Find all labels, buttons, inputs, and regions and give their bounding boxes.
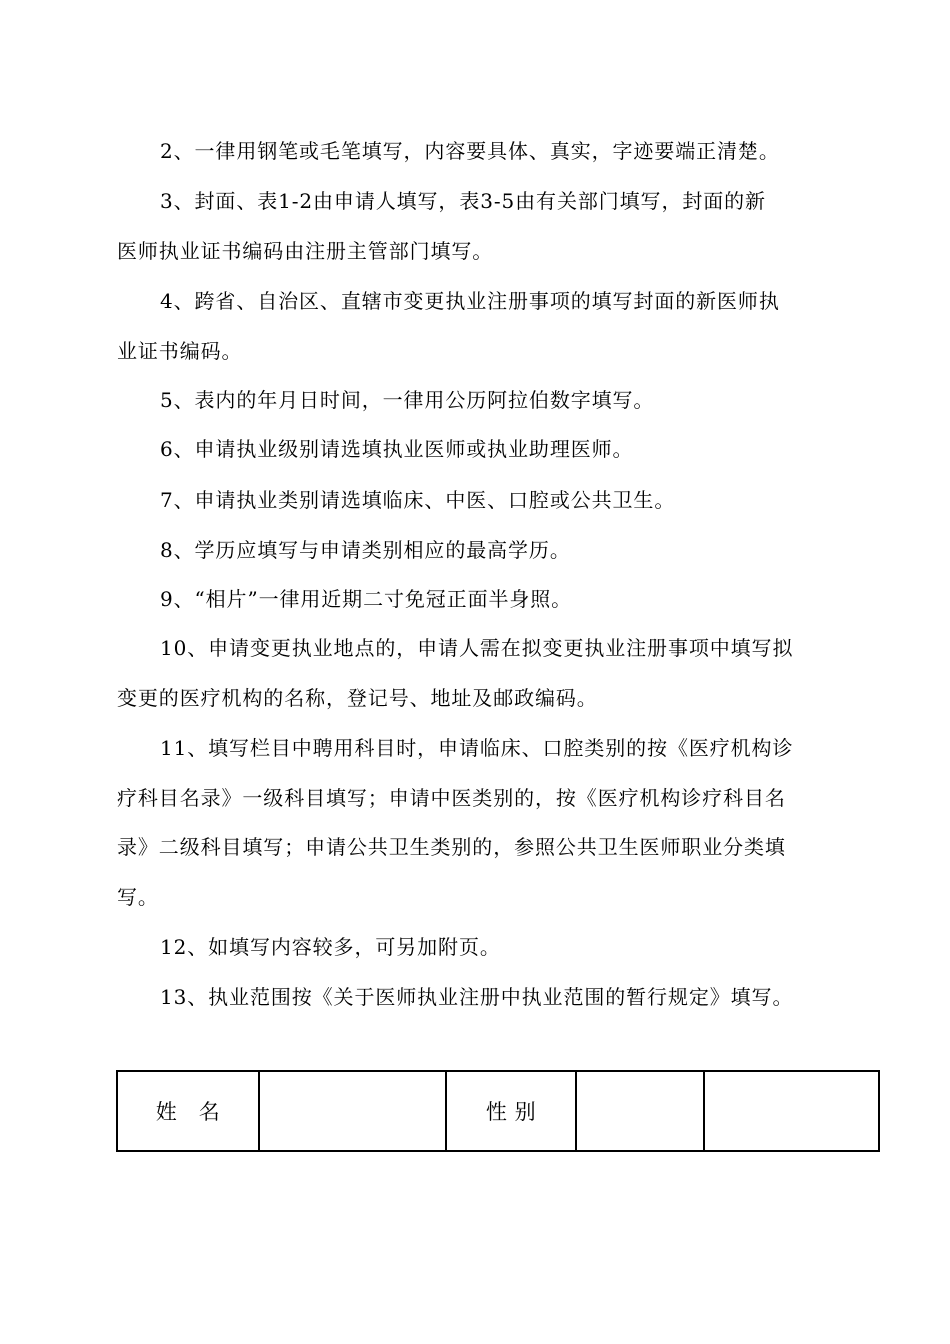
note-item-8: 8、学历应填写与申请类别相应的最高学历。 [160,538,571,562]
note-item-4: 4、跨省、自治区、直辖市变更执业注册事项的填写封面的新医师执 [160,289,780,313]
note-item-10: 10、申请变更执业地点的，申请人需在拟变更执业注册事项中填写拟 [160,636,794,660]
gender-field[interactable] [576,1071,704,1151]
name-field[interactable] [259,1071,446,1151]
extra-field[interactable] [704,1071,879,1151]
note-item-12: 12、如填写内容较多，可另加附页。 [160,935,501,959]
gender-label: 性 别 [446,1071,576,1151]
applicant-info-table [116,1070,880,1152]
note-item-11: 11、填写栏目中聘用科目时，申请临床、口腔类别的按《医疗机构诊 [160,736,794,760]
note-item-6: 6、申请执业级别请选填执业医师或执业助理医师。 [160,437,634,461]
note-item-4-cont: 业证书编码。 [117,339,243,363]
table-row [117,1071,879,1151]
note-item-11-cont-1: 疗科目名录》一级科目填写；申请中医类别的，按《医疗机构诊疗科目名 [117,786,786,810]
note-item-13: 13、执业范围按《关于医师执业注册中执业范围的暂行规定》填写。 [160,985,794,1009]
note-item-3: 3、封面、表1-2由申请人填写，表3-5由有关部门填写，封面的新 [160,189,766,213]
note-item-2: 2、一律用钢笔或毛笔填写，内容要具体、真实，字迹要端正清楚。 [160,139,780,163]
note-item-7: 7、申请执业类别请选填临床、中医、口腔或公共卫生。 [160,488,676,512]
note-item-5: 5、表内的年月日时间，一律用公历阿拉伯数字填写。 [160,388,655,412]
note-item-10-cont: 变更的医疗机构的名称，登记号、地址及邮政编码。 [117,686,598,710]
note-item-11-cont-2: 录》二级科目填写；申请公共卫生类别的，参照公共卫生医师职业分类填 [117,835,786,859]
note-item-3-cont: 医师执业证书编码由注册主管部门填写。 [117,239,494,263]
name-label: 姓 名 [117,1071,259,1151]
note-item-11-cont-3: 写。 [117,885,159,909]
note-item-9: 9、“相片”一律用近期二寸免冠正面半身照。 [160,587,573,611]
